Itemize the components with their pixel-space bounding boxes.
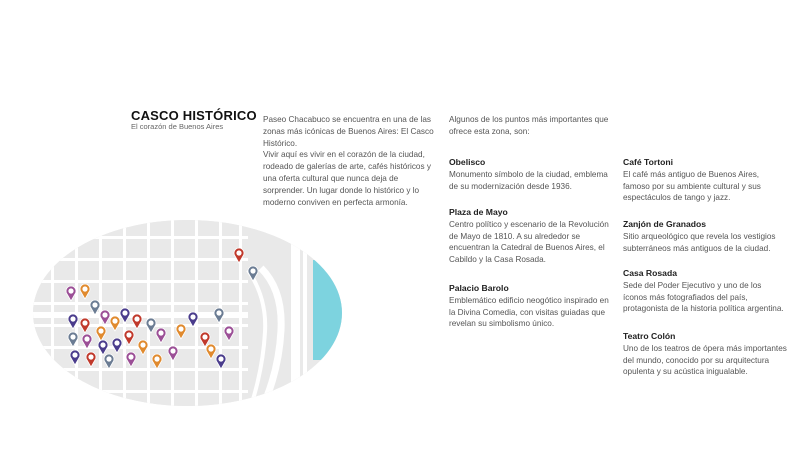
section-subtitle: El corazón de Buenos Aires (131, 122, 224, 131)
place-cafe-tortoni (623, 157, 787, 204)
place-name: Plaza de Mayo (449, 207, 508, 217)
place-name: Teatro Colón (623, 331, 676, 341)
street-horizontal (33, 324, 248, 327)
place-casa-rosada (623, 268, 787, 315)
avenue-vertical (291, 220, 300, 406)
place-description: Sitio arqueológico que revela los vestigios subterráneos más antiguos de la ciudad. (623, 231, 776, 253)
place-obelisco (449, 157, 617, 192)
area-map[interactable] (33, 220, 342, 406)
intro-text (263, 114, 441, 208)
place-description: Monumento símbolo de la ciudad, emblema de su modernización desde 1936. (449, 169, 608, 191)
place-description: Centro político y escenario de la Revolución de Mayo de 1810. A su alrededor se encuentran la Catedral de Buenos Aires, el Cabildo y la Casa Rosada. (449, 219, 609, 265)
street-horizontal (33, 368, 248, 371)
place-name: Zanjón de Granados (623, 219, 707, 229)
street-horizontal (33, 258, 248, 261)
points-intro: Algunos de los puntos más importantes que ofrece esta zona, son: (449, 115, 609, 136)
place-teatro-colon (623, 331, 787, 378)
place-plaza-de-mayo (449, 207, 617, 266)
place-palacio-barolo (449, 283, 617, 330)
place-name: Palacio Barolo (449, 283, 509, 293)
section-title: CASCO HISTÓRICO (131, 108, 257, 123)
place-name: Obelisco (449, 157, 486, 167)
street-horizontal (33, 390, 248, 393)
place-description: Uno de los teatros de ópera más importantes del mundo, conocido por su arquitectura opulenta y su acústica inigualable. (623, 343, 787, 377)
place-zanjon-de-granados (623, 219, 787, 254)
place-description: Sede del Poder Ejecutivo y uno de los íconos más fotografiados del país, protagonista de la historia política argentina. (623, 280, 784, 314)
street-horizontal (33, 236, 248, 239)
intro-paragraph-1: Paseo Chacabuco se encuentra en una de las zonas más icónicas de Buenos Aires: El Casco Histórico. (263, 115, 434, 148)
street-horizontal (33, 280, 248, 283)
place-description: Emblemático edificio neogótico inspirado en la Divina Comedia, con visitas guiadas que revelan su simbolismo único. (449, 295, 609, 329)
place-description: El café más antiguo de Buenos Aires, famoso por su ambiente cultural y sus espectáculos de tango y jazz. (623, 169, 761, 203)
river-water (313, 260, 342, 360)
place-name: Casa Rosada (623, 268, 677, 278)
avenue-vertical-2 (303, 220, 307, 406)
street-horizontal (33, 302, 248, 305)
intro-paragraph-2: Vivir aquí es vivir en el corazón de la ciudad, rodeado de galerías de arte, cafés históricos y una oferta cultural que nunca deja de sorprender. Un lugar donde lo histórico y lo moderno conviven en perfecta armonía. (263, 150, 431, 207)
place-name: Café Tortoni (623, 157, 673, 167)
map-canvas (33, 220, 342, 406)
